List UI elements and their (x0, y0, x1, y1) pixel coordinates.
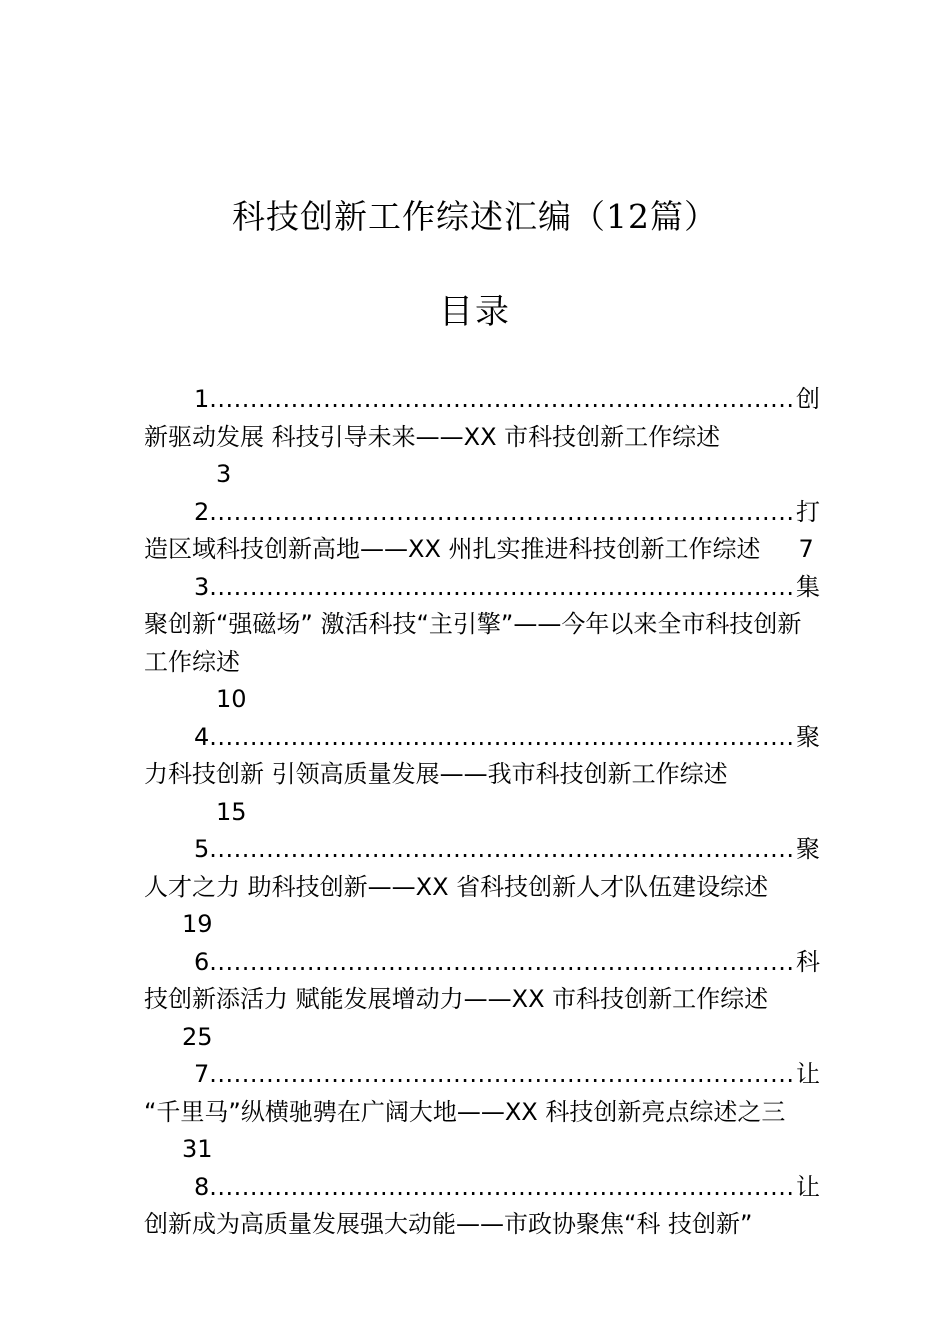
toc-entry-title-start: 聚 (796, 835, 820, 863)
dot-leader (209, 1169, 796, 1207)
toc-entry-title-start: 集 (796, 572, 820, 601)
toc-entry-number: 3 (194, 572, 210, 601)
toc-entry-title-rest: 技创新添活力 赋能发展增动力——XX 市科技创新工作综述 (144, 985, 769, 1013)
toc-entry-number: 8 (194, 1172, 210, 1201)
toc-entry-number: 1 (194, 385, 210, 413)
toc-entry-title-rest: 创新成为高质量发展强大动能——市政协聚焦“科 技创新” (144, 1210, 753, 1238)
toc-entry-title-start: 让 (796, 1172, 820, 1201)
toc-entry-5[interactable] (144, 831, 820, 944)
toc-entry-title-rest: 聚创新“强磁场” 激活科技“主引擎”——今年以来全市科技创新工作综述 (144, 610, 802, 676)
toc-entry-title-rest: “千里马”纵横驰骋在广阔大地——XX 科技创新亮点综述之三 (144, 1097, 786, 1126)
toc-entry-title-start: 聚 (796, 722, 820, 751)
toc-entry-number: 4 (194, 722, 210, 751)
dot-leader (209, 831, 796, 869)
toc-entry-title-start: 创 (796, 385, 820, 413)
toc-entry-page: 3 (216, 460, 232, 488)
toc-entry-title-rest: 人才之力 助科技创新——XX 省科技创新人才队伍建设综述 (144, 872, 769, 901)
toc-heading: 目录 (439, 292, 511, 332)
toc-entry-title-rest: 造区域科技创新高地——XX 州扎实推进科技创新工作综述 (144, 535, 761, 563)
toc-entry-page: 25 (182, 1022, 213, 1051)
toc-entry-7[interactable] (144, 1056, 820, 1169)
toc-entry-page: 10 (216, 685, 247, 713)
toc-entry-title-start: 科 (796, 947, 820, 976)
toc-entry-3[interactable] (144, 569, 820, 719)
dot-leader (209, 381, 796, 419)
toc-entry-6[interactable] (144, 944, 820, 1057)
table-of-contents (144, 381, 820, 1244)
toc-entry-page: 7 (798, 535, 814, 563)
toc-entry-title-rest: 新驱动发展 科技引导未来——XX 市科技创新工作综述 (144, 422, 721, 451)
toc-entry-page: 15 (216, 797, 247, 826)
toc-entry-1[interactable] (144, 381, 820, 494)
dot-leader (209, 569, 796, 607)
toc-entry-number: 5 (194, 835, 210, 863)
toc-entry-2[interactable] (144, 494, 820, 569)
dot-leader (209, 719, 796, 757)
document-title: 科技创新工作综述汇编（12篇） (232, 197, 718, 236)
toc-entry-title-start: 让 (796, 1060, 820, 1088)
toc-entry-number: 2 (194, 497, 210, 526)
toc-entry-page: 31 (182, 1135, 213, 1163)
dot-leader (209, 944, 796, 982)
toc-entry-4[interactable] (144, 719, 820, 832)
toc-entry-title-rest: 力科技创新 引领高质量发展——我市科技创新工作综述 (144, 760, 728, 788)
toc-entry-number: 6 (194, 947, 210, 976)
dot-leader (209, 494, 796, 532)
toc-entry-page: 19 (182, 910, 213, 938)
dot-leader (209, 1056, 796, 1094)
toc-entry-number: 7 (194, 1060, 210, 1088)
toc-entry-8[interactable] (144, 1169, 820, 1244)
toc-entry-title-start: 打 (796, 497, 820, 526)
